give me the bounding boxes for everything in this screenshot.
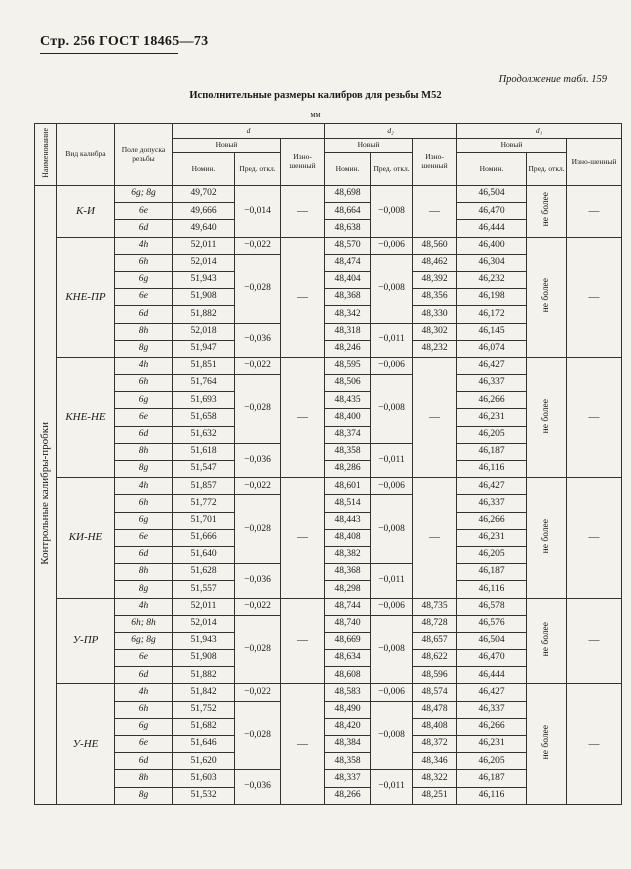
table-row: 8g 51,547 48,286 46,116 <box>35 461 622 478</box>
table-row: 8h 52,018 −0,036 48,318 −0,011 48,302 46,145 <box>35 323 622 340</box>
table-row: 8h 51,603 −0,036 48,337 −0,011 48,322 46,187 <box>35 770 622 787</box>
header-d1-worn: Изно-шенный <box>567 139 622 186</box>
header-d: d <box>173 124 325 139</box>
unit-label: мм <box>310 110 321 119</box>
table-row: КНЕ-НЕ 4h 51,851 −0,022 — 48,595 −0,006 — 46,427 не более — <box>35 357 622 374</box>
header-d2-nom: Номин. <box>325 153 371 186</box>
gauge-type-cell: У-ПР <box>57 598 115 684</box>
table-row: 6e 51,658 48,400 46,231 <box>35 409 622 426</box>
table-row: 8h 51,628 −0,036 48,368 −0,011 46,187 <box>35 564 622 581</box>
header-d2-new: Новый <box>325 139 413 153</box>
header-d1-new: Новый <box>457 139 567 153</box>
header-d-worn: Изно-шенный <box>281 139 325 186</box>
table-row: 6e 49,666 48,664 46,470 <box>35 203 622 220</box>
table-row: 8h 51,618 −0,036 48,358 −0,011 46,187 <box>35 443 622 460</box>
table-row: 6g 51,701 48,443 46,266 <box>35 512 622 529</box>
ne-bolee-cell: не более <box>527 598 567 684</box>
table-row: 6d 51,632 48,374 46,205 <box>35 426 622 443</box>
header-d-nom: Номин. <box>173 153 235 186</box>
header-name: Наименование <box>35 124 57 186</box>
table-row: У-НЕ 4h 51,842 −0,022 — 48,583 −0,006 48,574 46,427 не более — <box>35 684 622 701</box>
ne-bolee-cell: не более <box>527 186 567 238</box>
table-row: 6d 51,620 48,358 48,346 46,205 <box>35 753 622 770</box>
gauge-type-cell: КНЕ-НЕ <box>57 357 115 477</box>
table-row: 8g 51,557 48,298 46,116 <box>35 581 622 598</box>
header-d2: d₂ <box>325 124 457 139</box>
table-row: 6h 51,764 −0,028 48,506 −0,008 46,337 <box>35 375 622 392</box>
header-d-new: Новый <box>173 139 281 153</box>
gauge-type-cell: КИ-НЕ <box>57 478 115 598</box>
table-row: 6e 51,646 48,384 48,372 46,231 <box>35 736 622 753</box>
table-row: КНЕ-ПР 4h 52,011 −0,022 — 48,570 −0,006 48,560 46,400 не более — <box>35 237 622 254</box>
table-row: 6h 51,752 −0,028 48,490 −0,008 48,478 46,337 <box>35 701 622 718</box>
ne-bolee-cell: не более <box>527 684 567 804</box>
table-row: 6d 51,640 48,382 46,205 <box>35 546 622 563</box>
table-row: 6e 51,666 48,408 46,231 <box>35 529 622 546</box>
table-row: 6d 51,882 48,608 48,596 46,444 <box>35 667 622 684</box>
table-row: Контрольные калибры-пробки К-И 6g; 8g 49,702 −0,014 — 48,698 −0,008 — 46,504 не более — <box>35 186 622 203</box>
ne-bolee-cell: не более <box>527 478 567 598</box>
table-row: 6e 51,908 48,634 48,622 46,470 <box>35 650 622 667</box>
table-row: 6h; 8h 52,014 −0,028 48,740 −0,008 48,728 46,576 <box>35 615 622 632</box>
table-row: 6e 51,908 48,368 48,356 46,198 <box>35 289 622 306</box>
ne-bolee-cell: не более <box>527 357 567 477</box>
header-d1: d₁ <box>457 124 622 139</box>
header-rule <box>40 53 178 54</box>
table-row: 8g 51,947 48,246 48,232 46,074 <box>35 340 622 357</box>
table-row: 6g 51,943 48,404 48,392 46,232 <box>35 271 622 288</box>
table-row: 6g 51,693 48,435 46,266 <box>35 392 622 409</box>
header-gauge-type: Вид калибра <box>57 124 115 186</box>
ne-bolee-cell: не более <box>527 237 567 357</box>
table-row: 6d 49,640 48,638 46,444 <box>35 220 622 237</box>
header-d2-worn: Изно-шенный <box>413 139 457 186</box>
table-row: 6h 52,014 −0,028 48,474 −0,008 48,462 46,304 <box>35 254 622 271</box>
table-row: 6h 51,772 −0,028 48,514 −0,008 46,337 <box>35 495 622 512</box>
gauge-type-cell: КНЕ-ПР <box>57 237 115 357</box>
table-row: 6d 51,882 48,342 48,330 46,172 <box>35 306 622 323</box>
gauge-dimensions-table <box>34 123 622 805</box>
table-title: Исполнительные размеры калибров для резьбы М52 <box>189 90 442 101</box>
gauge-type-cell: У-НЕ <box>57 684 115 804</box>
header-tolerance-field: Поле допуска резьбы <box>115 124 173 186</box>
header-d1-nom: Номин. <box>457 153 527 186</box>
table-row: 6g; 8g 51,943 48,669 48,657 46,504 <box>35 632 622 649</box>
group-label: Контрольные калибры-пробки <box>35 186 57 805</box>
header-d-dev: Пред. откл. <box>235 153 281 186</box>
header-d2-dev: Пред. откл. <box>371 153 413 186</box>
header-d1-dev: Пред. откл. <box>527 153 567 186</box>
continuation-label: Продолжение табл. 159 <box>498 74 607 85</box>
table-row: КИ-НЕ 4h 51,857 −0,022 — 48,601 −0,006 — 46,427 не более — <box>35 478 622 495</box>
table-row: 8g 51,532 48,266 48,251 46,116 <box>35 787 622 804</box>
page-header: Стр. 256 ГОСТ 18465—73 <box>40 34 209 49</box>
table-row: 6g 51,682 48,420 48,408 46,266 <box>35 718 622 735</box>
table-row: У-ПР 4h 52,011 −0,022 — 48,744 −0,006 48,735 46,578 не более — <box>35 598 622 615</box>
gauge-type-cell: К-И <box>57 186 115 238</box>
